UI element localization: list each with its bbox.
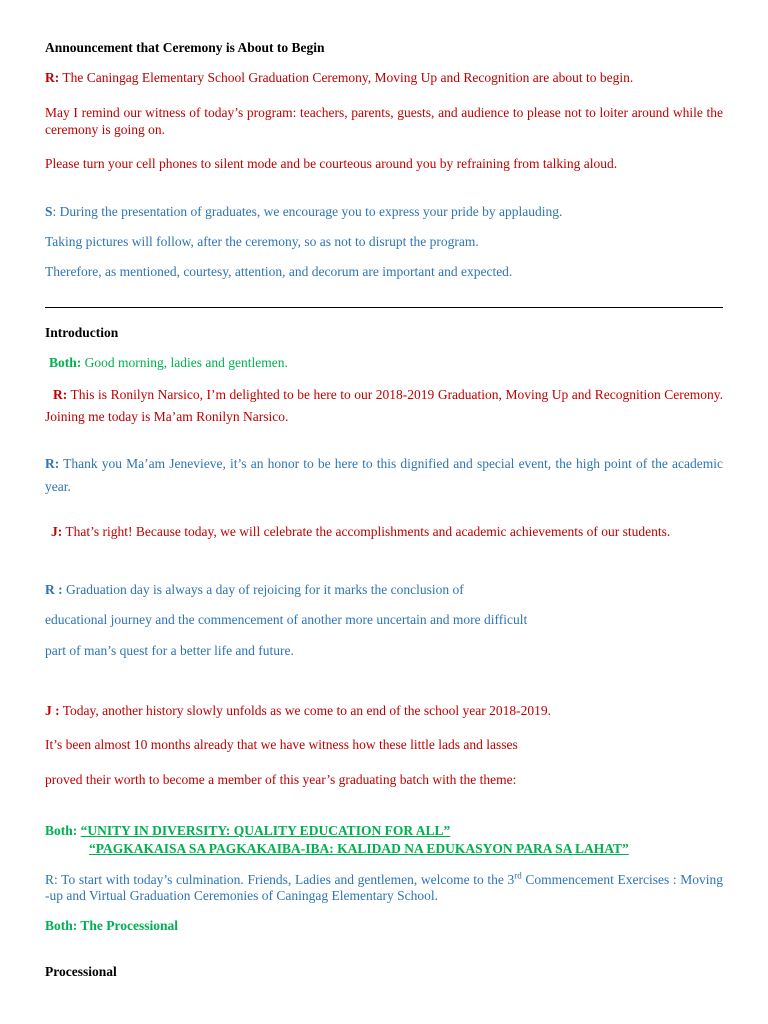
announcement-r-line (45, 69, 723, 86)
announcement-s-line (45, 203, 723, 220)
r2-text: Thank you Ma’am Jenevieve, it’s an honor to be here to this dignified and special event, the high point of the academic year. (45, 456, 723, 494)
announcement-heading: Announcement that Ceremony is About to Begin (45, 40, 325, 55)
speaker-j: J: (51, 524, 63, 539)
speaker-both: Both: (45, 918, 78, 933)
speaker-s: S (45, 204, 53, 219)
speaker-j: J : (45, 703, 60, 718)
r3-text-1: Graduation day is always a day of rejoicing for it marks the conclusion of (62, 582, 464, 597)
theme-fil-text: “PAGKAKAISA SA PAGKAKAIBA-IBA: KALIDAD NA EDUKASYON PARA SA LAHAT” (89, 841, 629, 856)
r4-text-b: Commencement Exercises : Moving -up and Virtual Graduation Ceremonies of Caningag Elementary School. (45, 872, 723, 903)
j1-text: That’s right! Because today, we will celebrate the accomplishments and academic achievements of our students. (62, 524, 671, 539)
theme-en-text: “UNITY IN DIVERSITY: QUALITY EDUCATION FOR ALL” (80, 823, 451, 838)
section-divider (45, 307, 723, 308)
intro-j-line-2b: It’s been almost 10 months already that we have witness how these little lads and lasses (45, 737, 518, 752)
intro-j-line-2c: proved their worth to become a member of this year’s graduating batch with the theme: (45, 772, 517, 787)
intro-r-line-1 (45, 384, 723, 428)
introduction-heading: Introduction (45, 325, 119, 340)
announcement-phones: Please turn your cell phones to silent mode and be courteous around you by refraining from talking aloud. (45, 156, 618, 171)
intro-r-line-3b: educational journey and the commencement of another more uncertain and more difficult (45, 612, 528, 627)
announcement-courtesy: Therefore, as mentioned, courtesy, attention, and decorum are important and expected. (45, 264, 513, 279)
intro-r-line-2 (45, 452, 723, 498)
both-processional (45, 917, 723, 934)
intro-j-line-1 (45, 520, 723, 543)
j2-text-1: Today, another history slowly unfolds as we come to an end of the school year 2018-2019. (59, 703, 551, 718)
announcement-pictures: Taking pictures will follow, after the ceremony, so as not to disrupt the program. (45, 234, 479, 249)
intro-j-line-2a (45, 702, 723, 719)
both-greeting-text: Good morning, ladies and gentlemen. (81, 355, 288, 370)
intro-r-line-3c: part of man’s quest for a better life and future. (45, 643, 294, 658)
intro-r-line-3a (45, 581, 723, 598)
announcement-remind: May I remind our witness of today’s program: teachers, parents, guests, and audience to please not to loiter around while the ceremony is going on. (45, 105, 723, 137)
intro-both-greeting (45, 354, 727, 371)
speaker-both: Both: (45, 823, 78, 838)
processional-cue: The Processional (77, 918, 179, 933)
intro-r-line-4 (45, 872, 723, 904)
ordinal-suffix: rd (514, 870, 522, 881)
speaker-both: Both: (49, 355, 82, 370)
r-line-text: The Caningag Elementary School Graduation Ceremony, Moving Up and Recognition are about to begin. (59, 70, 634, 85)
theme-english (45, 822, 723, 839)
speaker-r: R: (45, 70, 60, 85)
speaker-r: R: (53, 387, 68, 402)
speaker-r: R: (45, 456, 60, 471)
speaker-r: R : (45, 582, 63, 597)
r1-text: This is Ronilyn Narsico, I’m delighted to be here to our 2018-2019 Graduation, Moving Up and Recognition Ceremony. Joining me today is Ma’am Ronilyn Narsico. (45, 387, 723, 424)
r4-text-a: R: To start with today’s culmination. Friends, Ladies and gentlemen, welcome to the 3 (45, 872, 515, 887)
theme-filipino (45, 840, 723, 857)
s-line-text: : During the presentation of graduates, we encourage you to express your pride by applauding. (52, 204, 563, 219)
processional-heading: Processional (45, 964, 117, 979)
